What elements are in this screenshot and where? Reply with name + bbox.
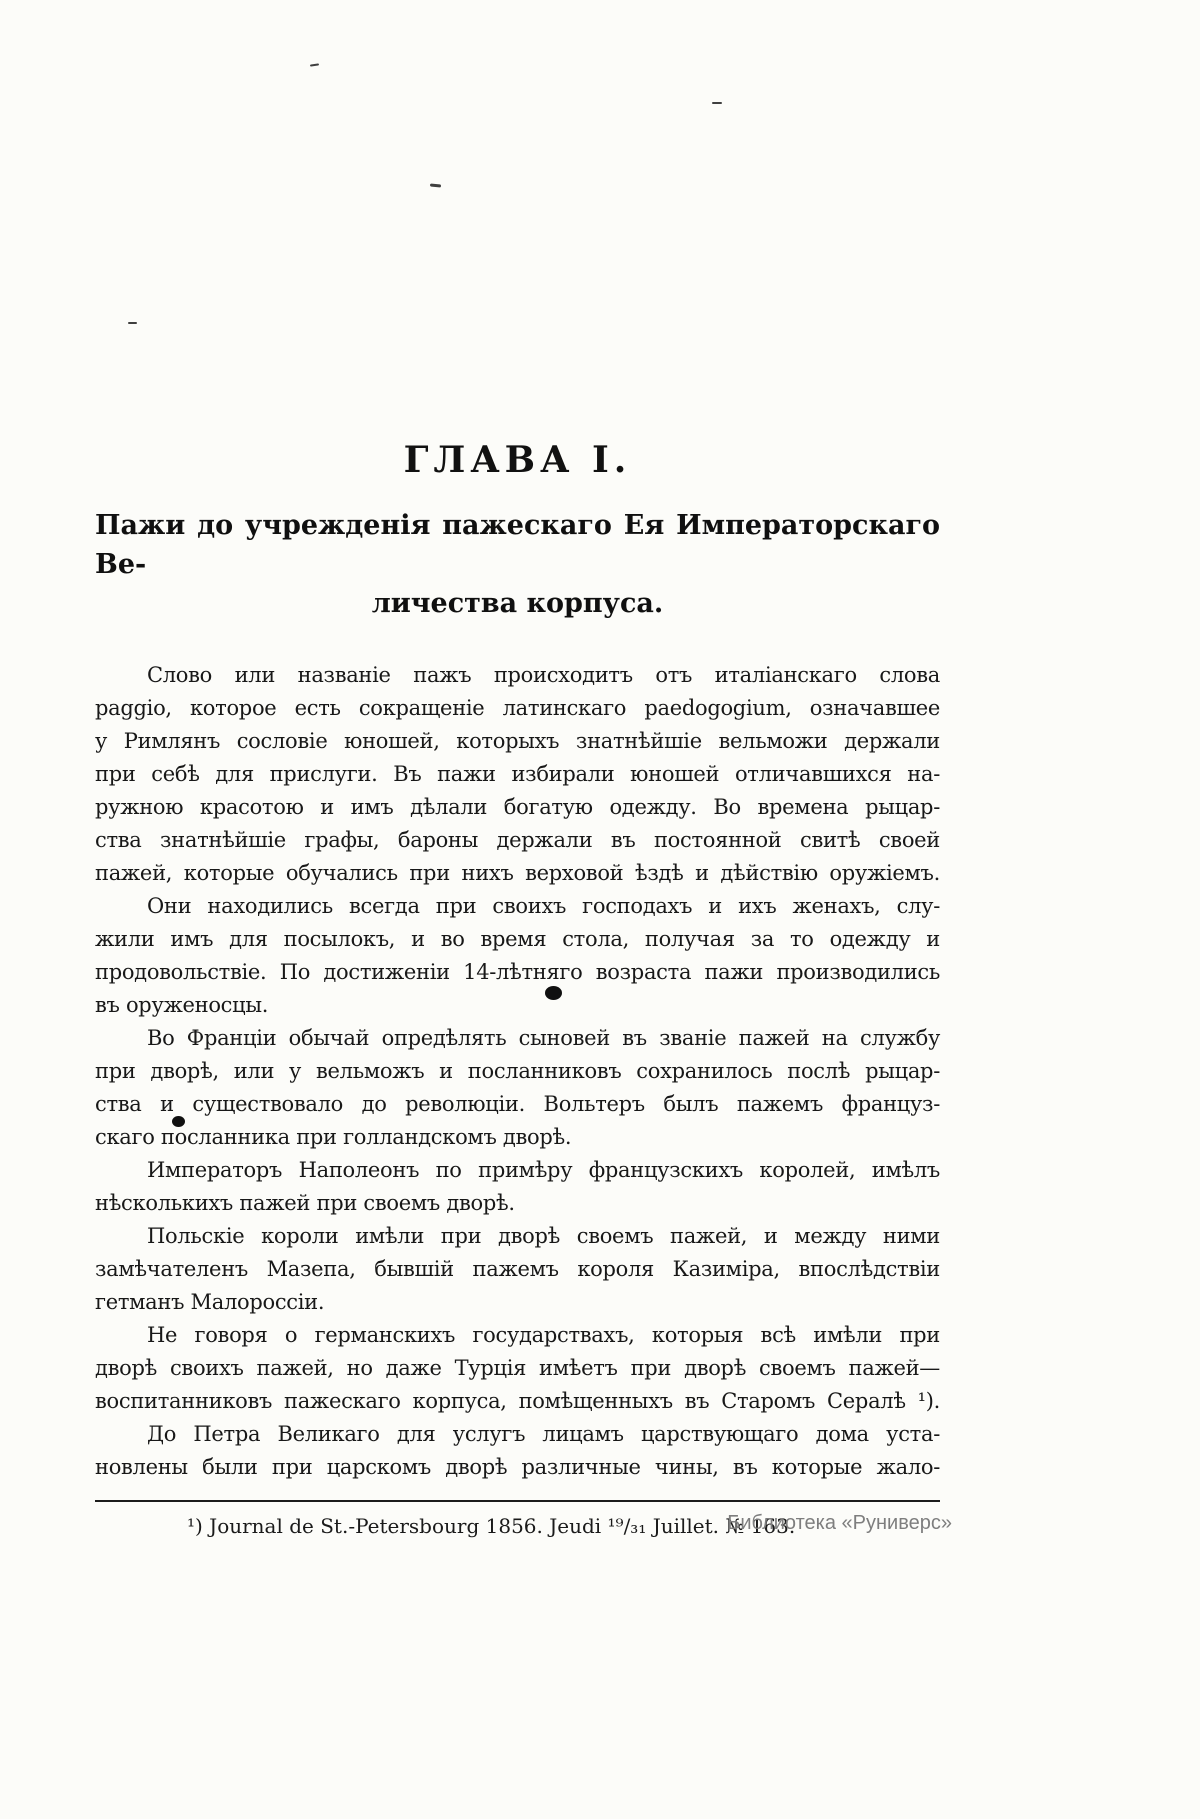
text-line: продовольствіе. По достиженіи 14-лѣтняго возраста пажи производились xyxy=(95,960,940,984)
text-line: paggio, которое есть сокращеніе латинскаго paedogogium, означавшее xyxy=(95,696,940,720)
text-line: нѣсколькихъ пажей при своемъ дворѣ. xyxy=(95,1191,515,1215)
text-line: при себѣ для прислуги. Въ пажи избирали юношей отличавшихся на- xyxy=(95,762,940,786)
text-line: До Петра Великаго для услугъ лицамъ царствующаго дома уста- xyxy=(147,1422,940,1446)
text-line: воспитанниковъ пажескаго корпуса, помѣщенныхъ въ Старомъ Сералѣ ¹). xyxy=(95,1389,940,1413)
watermark: Библиотека «Руниверс» xyxy=(727,1512,952,1534)
text-line: въ оруженосцы. xyxy=(95,993,269,1017)
text-line: Они находились всегда при своихъ господахъ и ихъ женахъ, слу- xyxy=(147,894,940,918)
text-line: гетманъ Малороссіи. xyxy=(95,1290,325,1314)
text-line: Не говоря о германскихъ государствахъ, которыя всѣ имѣли при xyxy=(147,1323,940,1347)
text-line: ства и существовало до революціи. Вольтеръ былъ пажемъ француз- xyxy=(95,1092,940,1116)
footnote-divider xyxy=(95,1500,940,1502)
text-line: ства знатнѣйшіе графы, бароны держали въ постоянной свитѣ своей xyxy=(95,828,940,852)
text-line: пажей, которые обучались при нихъ верховой ѣздѣ и дѣйствію оружіемъ. xyxy=(95,861,940,885)
section-heading-line: личества корпуса. xyxy=(371,588,664,619)
page-content xyxy=(95,0,940,1539)
footnote-text: ¹) Journal de St.-Petersbourg 1856. Jeudi ¹⁹/₃₁ Juillet. № 163. xyxy=(187,1514,796,1538)
text-line: жили имъ для посылокъ, и во время стола, получая за то одежду и xyxy=(95,927,940,951)
text-line: ружною красотою и имъ дѣлали богатую одежду. Во времена рыцар- xyxy=(95,795,940,819)
body-text xyxy=(95,659,940,1484)
text-line: Польскіе короли имѣли при дворѣ своемъ пажей, и между ними xyxy=(147,1224,940,1248)
text-line: у Римлянъ сословіе юношей, которыхъ знатнѣйшіе вельможи держали xyxy=(95,729,940,753)
section-heading xyxy=(95,506,940,623)
text-line: Императоръ Наполеонъ по примѣру французскихъ королей, имѣлъ xyxy=(147,1158,940,1182)
text-line: дворѣ своихъ пажей, но даже Турція имѣетъ при дворѣ своемъ пажей— xyxy=(95,1356,940,1380)
section-heading-line: Пажи до учрежденія пажескаго Ея Императорскаго Ве- xyxy=(95,510,940,580)
text-line: новлены были при царскомъ дворѣ различные чины, въ которые жало- xyxy=(95,1455,940,1479)
text-line: Слово или названіе пажъ происходитъ отъ италіанскаго слова xyxy=(147,663,940,687)
text-line: Во Франціи обычай опредѣлять сыновей въ званіе пажей на службу xyxy=(147,1026,940,1050)
text-line: замѣчателенъ Мазепа, бывшій пажемъ короля Казиміра, впослѣдствіи xyxy=(95,1257,940,1281)
text-line: скаго посланника при голландскомъ дворѣ. xyxy=(95,1125,572,1149)
text-line: при дворѣ, или у вельможъ и посланниковъ сохранилось послѣ рыцар- xyxy=(95,1059,940,1083)
chapter-title: ГЛАВА I. xyxy=(403,439,632,481)
